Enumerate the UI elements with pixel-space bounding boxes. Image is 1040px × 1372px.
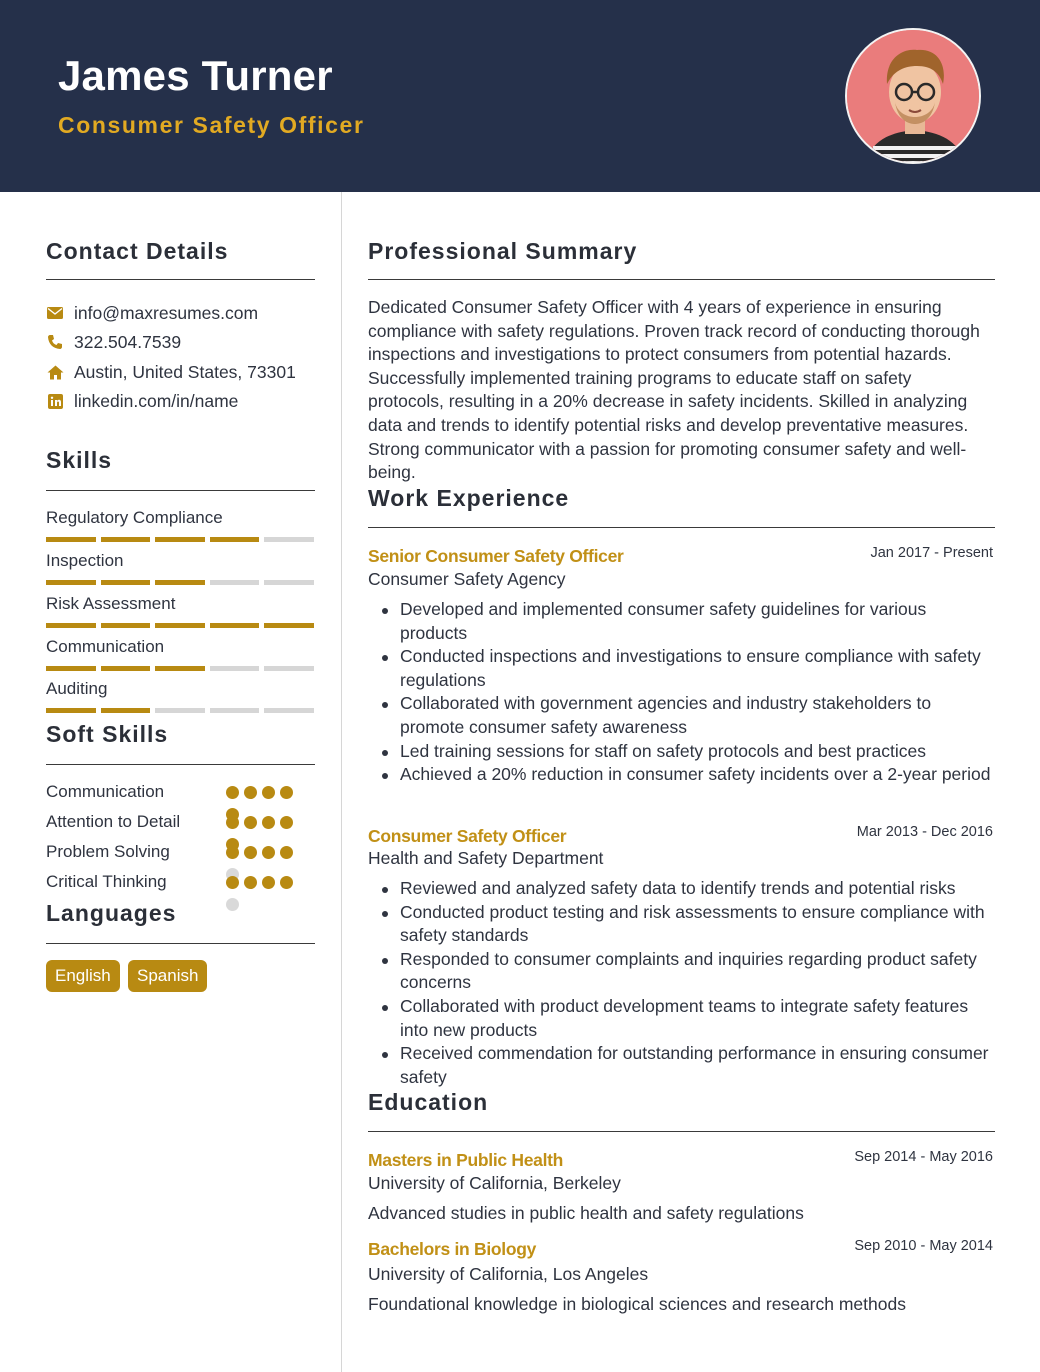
resume-header bbox=[0, 0, 1040, 192]
contact-phone[interactable] bbox=[46, 330, 181, 354]
skill-level-segment bbox=[101, 580, 151, 585]
rating-dot bbox=[262, 816, 275, 829]
envelope-icon bbox=[46, 304, 64, 322]
skill-level-segment bbox=[210, 708, 260, 713]
skills-rule bbox=[46, 490, 315, 491]
job-organization: Consumer Safety Agency bbox=[368, 569, 566, 589]
home-icon bbox=[46, 363, 64, 381]
rating-dot bbox=[280, 786, 293, 799]
contact-linkedin-text: linkedin.com/in/name bbox=[74, 390, 239, 411]
rating-dot bbox=[262, 876, 275, 889]
skill-level-segment bbox=[155, 666, 205, 671]
skill-level-segment bbox=[46, 708, 96, 713]
school-name: University of California, Berkeley bbox=[368, 1173, 621, 1193]
soft-skill-label: Communication bbox=[46, 782, 165, 801]
skill-level-bar bbox=[46, 666, 314, 671]
rating-dot bbox=[244, 786, 257, 799]
skill-level-segment bbox=[264, 537, 314, 542]
soft-skill-label: Problem Solving bbox=[46, 842, 170, 861]
rating-dot bbox=[244, 816, 257, 829]
job-organization: Health and Safety Department bbox=[368, 848, 604, 868]
list-item: Collaborated with government agencies and industry stakeholders to promote consumer safety awareness bbox=[368, 692, 998, 739]
contact-location-text: Austin, United States, 73301 bbox=[74, 361, 296, 382]
skill-level-segment bbox=[210, 623, 260, 628]
list-item: Conducted inspections and investigations to ensure compliance with safety regulations bbox=[368, 645, 998, 692]
soft-skill-label: Critical Thinking bbox=[46, 872, 167, 891]
summary-heading: Professional Summary bbox=[368, 238, 638, 264]
candidate-name: James Turner bbox=[58, 52, 333, 99]
skill-level-bar bbox=[46, 623, 314, 628]
list-item: Conducted product testing and risk assessments to ensure compliance with safety standards bbox=[368, 901, 998, 948]
linkedin-icon bbox=[46, 392, 64, 410]
skill-level-segment bbox=[264, 666, 314, 671]
skill-level-segment bbox=[210, 537, 260, 542]
skills-heading: Skills bbox=[46, 447, 113, 473]
skill-level-segment bbox=[264, 580, 314, 585]
rating-dot bbox=[226, 816, 239, 829]
contact-email[interactable] bbox=[46, 301, 258, 325]
degree-description: Advanced studies in public health and safety regulations bbox=[368, 1203, 804, 1223]
person-portrait-icon bbox=[847, 30, 981, 164]
degree-date: Sep 2014 - May 2016 bbox=[854, 1149, 993, 1165]
rating-dot bbox=[262, 786, 275, 799]
skill-level-segment bbox=[210, 666, 260, 671]
rating-dot bbox=[226, 898, 239, 911]
summary-rule bbox=[368, 279, 995, 280]
skill-level-segment bbox=[101, 666, 151, 671]
phone-icon bbox=[46, 333, 64, 351]
skill-level-segment bbox=[101, 708, 151, 713]
skill-level-segment bbox=[155, 537, 205, 542]
job-bullets bbox=[368, 598, 998, 787]
skill-level-segment bbox=[46, 666, 96, 671]
language-badge-english: English bbox=[46, 960, 120, 992]
job-date: Jan 2017 - Present bbox=[870, 545, 993, 561]
skill-level-segment bbox=[101, 537, 151, 542]
contact-heading: Contact Details bbox=[46, 238, 229, 264]
rating-dot bbox=[244, 846, 257, 859]
column-divider bbox=[341, 192, 342, 1372]
job-bullets bbox=[368, 877, 998, 1089]
summary-text: Dedicated Consumer Safety Officer with 4 years of experience in ensuring compliance with safety regulations. Proven track record of conducting thorough inspections and investigations to protect consumers from potential hazards. Successfully implemented training programs to educate staff on safety protocols, resulting in a 20% decrease in safety incidents. Skilled in analyzing data and trends to identify potential risks and develop preventative measures. Strong communicator with a passion for promoting consumer safety and well-being. bbox=[368, 297, 980, 483]
rating-dot bbox=[226, 876, 239, 889]
list-item: Reviewed and analyzed safety data to identify trends and potential risks bbox=[368, 877, 998, 901]
skill-label: Communication bbox=[46, 637, 165, 656]
skill-level-segment bbox=[46, 537, 96, 542]
contact-phone-text: 322.504.7539 bbox=[74, 331, 182, 352]
candidate-title: Consumer Safety Officer bbox=[58, 112, 365, 138]
contact-linkedin[interactable] bbox=[46, 389, 238, 413]
list-item: Responded to consumer complaints and inquiries regarding product safety concerns bbox=[368, 948, 998, 995]
list-item: Achieved a 20% reduction in consumer safety incidents over a 2-year period bbox=[368, 763, 998, 787]
contact-location bbox=[46, 360, 296, 384]
avatar bbox=[845, 28, 981, 164]
rating-dot bbox=[280, 876, 293, 889]
contact-email-text: info@maxresumes.com bbox=[74, 302, 259, 323]
soft-skills-rule bbox=[46, 764, 315, 765]
rating-dot bbox=[244, 876, 257, 889]
skill-level-segment bbox=[264, 708, 314, 713]
rating-dot bbox=[280, 816, 293, 829]
languages-heading: Languages bbox=[46, 900, 177, 926]
language-badge-spanish: Spanish bbox=[128, 960, 207, 992]
skill-level-segment bbox=[210, 580, 260, 585]
degree-title: Masters in Public Health bbox=[368, 1150, 564, 1170]
rating-dot bbox=[262, 846, 275, 859]
skill-level-bar bbox=[46, 708, 314, 713]
education-heading: Education bbox=[368, 1089, 489, 1115]
skill-level-segment bbox=[155, 580, 205, 585]
skill-level-bar bbox=[46, 580, 314, 585]
skill-level-segment bbox=[155, 708, 205, 713]
skill-level-segment bbox=[155, 623, 205, 628]
degree-date: Sep 2010 - May 2014 bbox=[854, 1238, 993, 1254]
rating-dot bbox=[226, 786, 239, 799]
skill-label: Auditing bbox=[46, 679, 108, 698]
degree-description: Foundational knowledge in biological sciences and research methods bbox=[368, 1294, 906, 1314]
soft-skills-heading: Soft Skills bbox=[46, 721, 169, 747]
skill-level-segment bbox=[101, 623, 151, 628]
education-rule bbox=[368, 1131, 995, 1132]
job-date: Mar 2013 - Dec 2016 bbox=[856, 824, 993, 840]
job-title: Consumer Safety Officer bbox=[368, 826, 567, 846]
languages-rule bbox=[46, 943, 315, 944]
skill-label: Inspection bbox=[46, 551, 124, 570]
degree-title: Bachelors in Biology bbox=[368, 1239, 537, 1259]
rating-dot bbox=[280, 846, 293, 859]
school-name: University of California, Los Angeles bbox=[368, 1264, 649, 1284]
skill-level-segment bbox=[264, 623, 314, 628]
list-item: Collaborated with product development teams to integrate safety features into new products bbox=[368, 995, 998, 1042]
list-item: Developed and implemented consumer safety guidelines for various products bbox=[368, 598, 998, 645]
rating-dot bbox=[226, 846, 239, 859]
job-title: Senior Consumer Safety Officer bbox=[368, 546, 624, 566]
list-item: Led training sessions for staff on safety protocols and best practices bbox=[368, 740, 998, 764]
experience-rule bbox=[368, 527, 995, 528]
contact-rule bbox=[46, 279, 315, 280]
soft-skill-label: Attention to Detail bbox=[46, 812, 181, 831]
experience-heading: Work Experience bbox=[368, 485, 570, 511]
list-item: Received commendation for outstanding performance in ensuring consumer safety bbox=[368, 1042, 998, 1089]
skill-level-segment bbox=[46, 623, 96, 628]
skill-label: Risk Assessment bbox=[46, 594, 176, 613]
skill-level-bar bbox=[46, 537, 314, 542]
skill-level-segment bbox=[46, 580, 96, 585]
skill-label: Regulatory Compliance bbox=[46, 508, 223, 527]
